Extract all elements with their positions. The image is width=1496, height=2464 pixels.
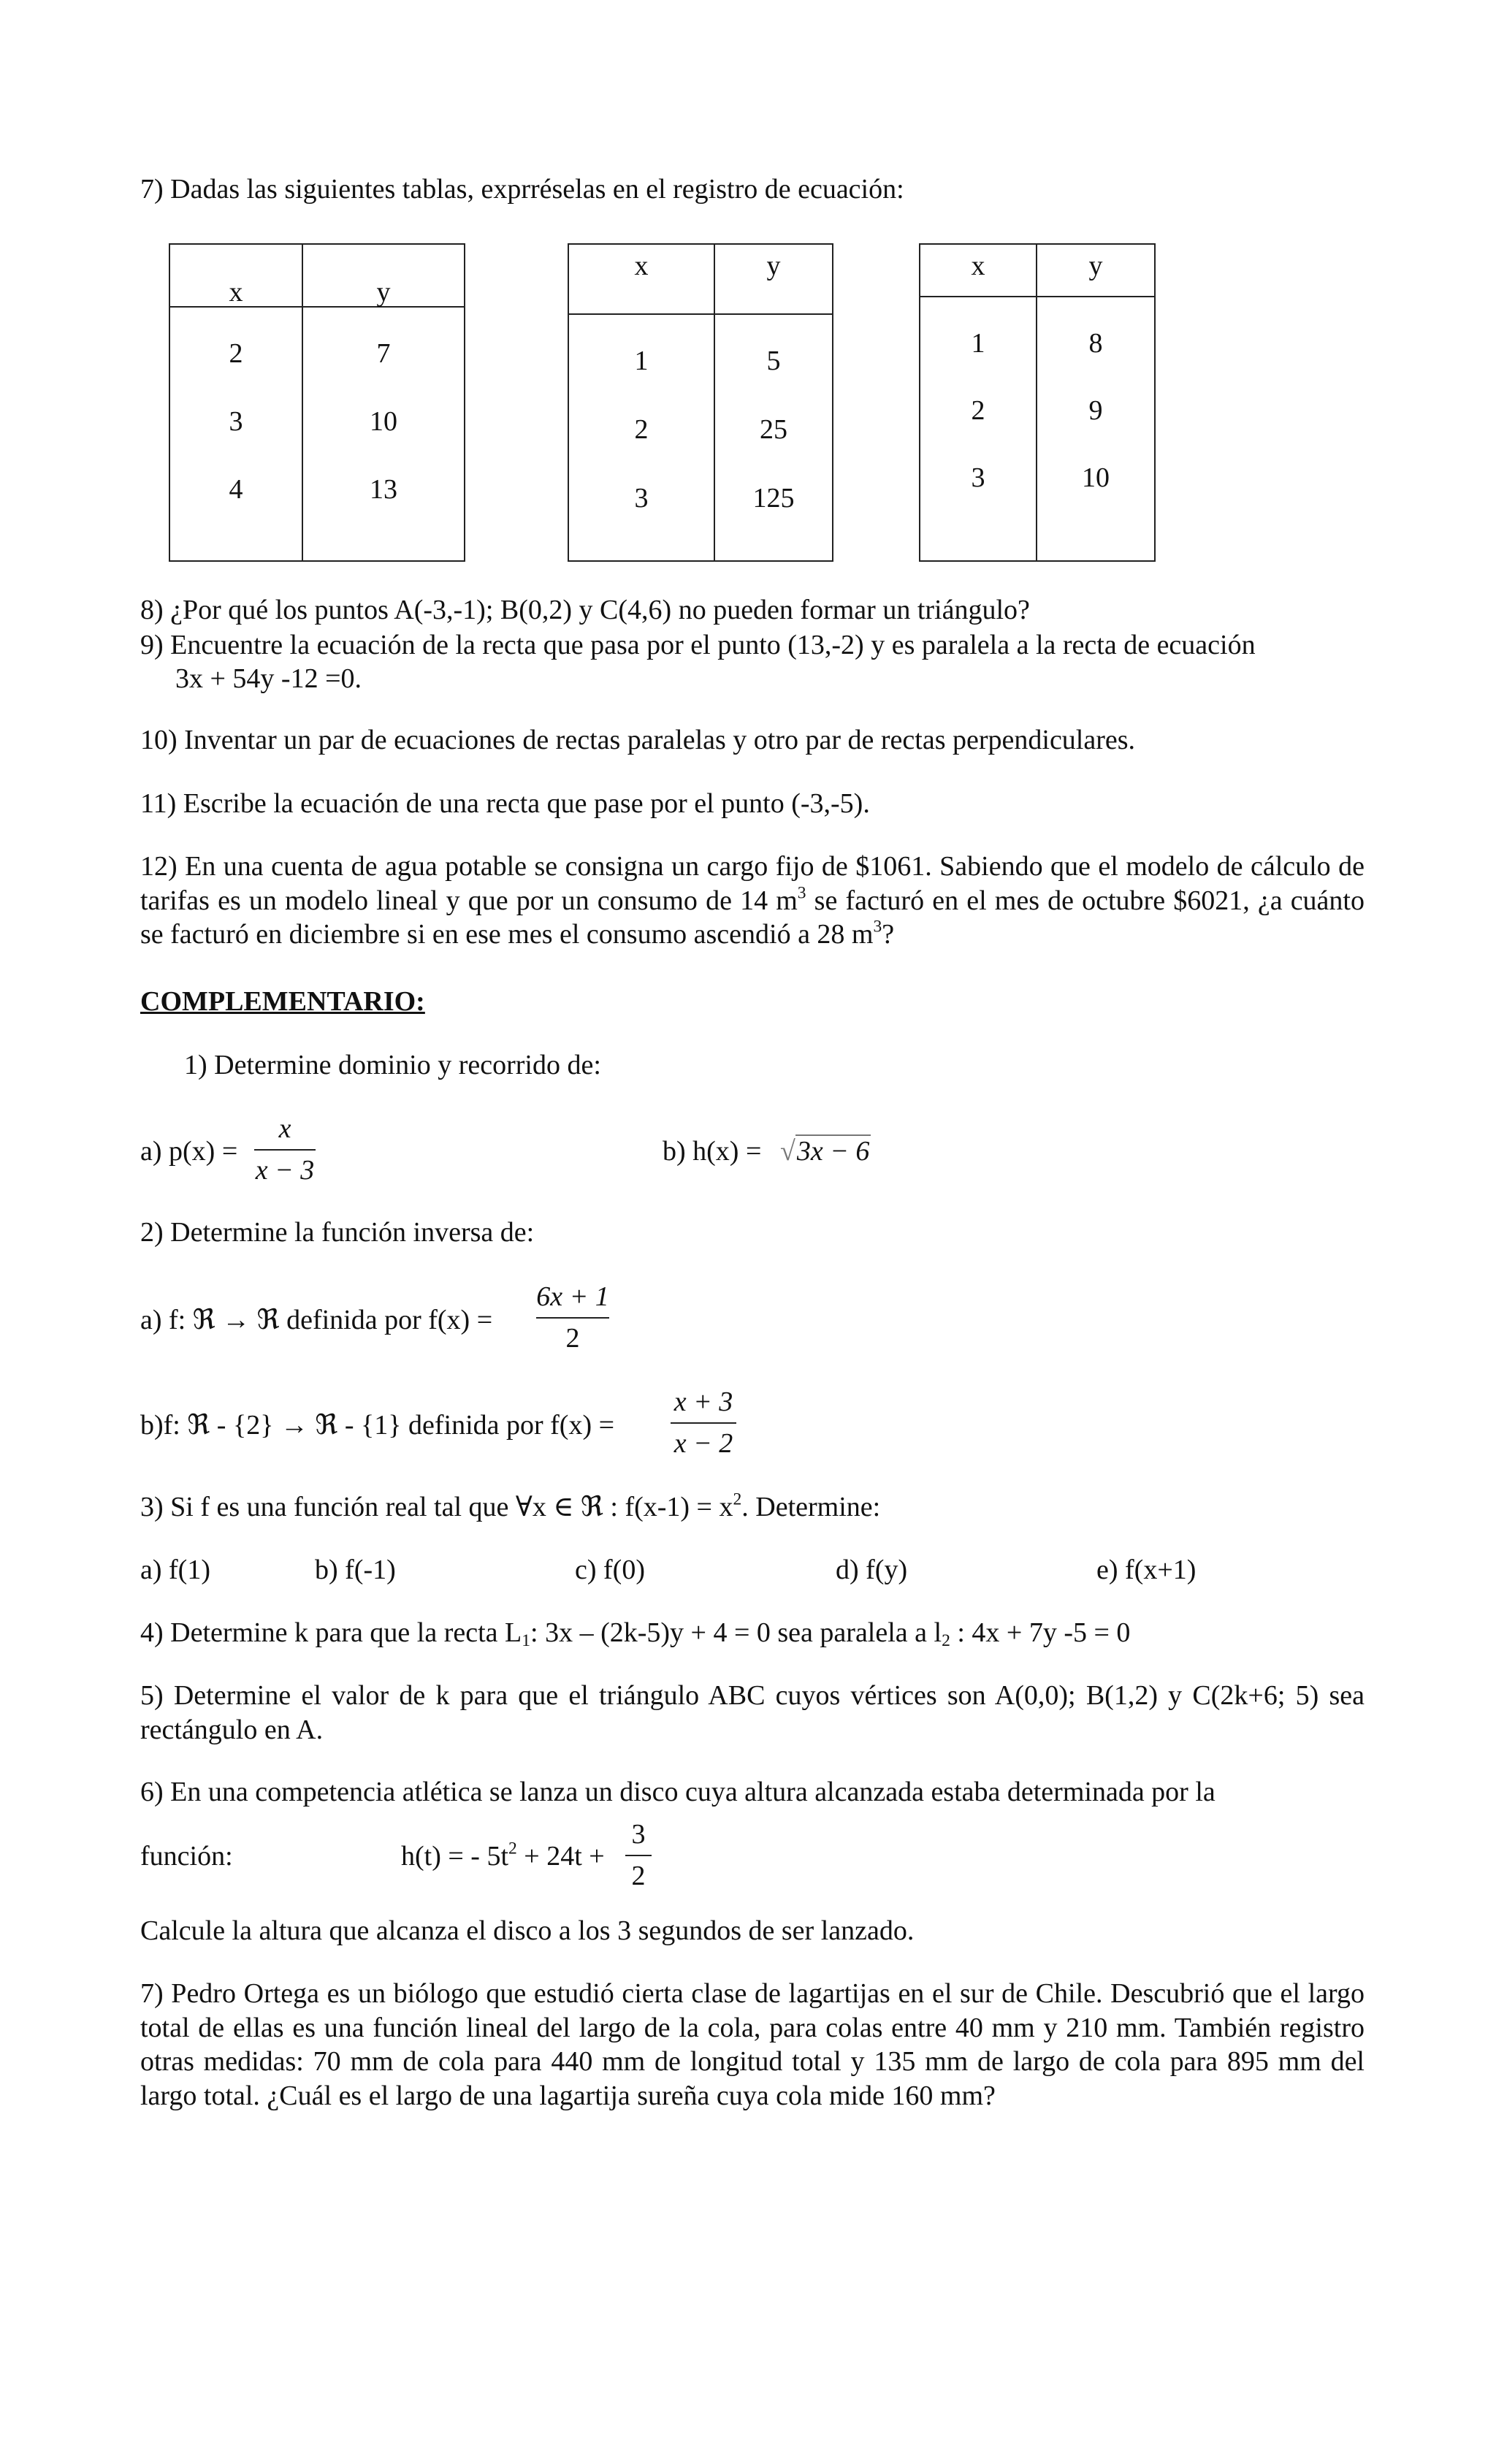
fraction-numerator: x xyxy=(278,1113,291,1144)
table-cell: 7 xyxy=(376,338,391,369)
table-2-header-y: y xyxy=(714,244,833,314)
table-cell: 3 xyxy=(971,462,985,493)
c2-title: 2) Determine la función inversa de: xyxy=(140,1217,535,1248)
c4: 4) Determine k para que la recta $L_1$: 3x – (2k-5)y + 4 = 0 sea paralela a $l_2$ : 4x + 7y -5 = 0 xyxy=(140,1617,1131,1650)
table-1-header-y: y xyxy=(302,244,465,307)
c1-b-label: b) h(x) = xyxy=(663,1136,762,1167)
table-cell: 2 xyxy=(971,395,985,426)
table-cell: 25 xyxy=(760,414,787,445)
table-2-x-values xyxy=(568,314,714,561)
table-cell: 8 xyxy=(1088,328,1103,359)
table-3-header-y: y xyxy=(1037,244,1155,297)
fraction-numerator: x + 3 xyxy=(673,1387,733,1417)
c6-line1: 6) En una competencia atlética se lanza un disco cuya altura alcanzada estaba determinada por la xyxy=(140,1777,1216,1807)
q10: 10) Inventar un par de ecuaciones de rectas paralelas y otro par de rectas perpendiculares. xyxy=(140,725,1136,755)
table-1-x-values xyxy=(169,307,302,561)
table-1 xyxy=(169,243,465,562)
radical-sign: √3x − 6 xyxy=(780,1136,870,1167)
table-3 xyxy=(919,243,1156,562)
c3-item-c: c) f(0) xyxy=(575,1555,645,1585)
q11: 11) Escribe la ecuación de una recta que pase por el punto (-3,-5). xyxy=(140,788,870,819)
table-cell: 9 xyxy=(1088,395,1103,426)
table-cell: 10 xyxy=(370,406,397,437)
table-3-x-values xyxy=(920,297,1037,561)
fraction-denominator: 2 xyxy=(631,1860,646,1891)
c1-a-label: a) p(x) = xyxy=(140,1136,238,1167)
c2-a-label: a) f: ℜ → ℜ definida por f(x) = xyxy=(140,1305,493,1335)
c3-statement: 3) Si f es una función real tal que ∀x ∈ ℜ : $f(x-1) = x^2$. Determine: xyxy=(140,1490,881,1522)
table-1-y-values xyxy=(302,307,465,561)
c2-a-fraction xyxy=(536,1280,609,1355)
q9-line2: 3x + 54y -12 =0. xyxy=(175,663,362,694)
table-cell: 5 xyxy=(766,346,781,376)
table-cell: 1 xyxy=(634,346,649,376)
table-1-header-x: x xyxy=(169,244,302,307)
table-cell: 1 xyxy=(971,328,985,359)
table-cell: 3 xyxy=(634,483,649,514)
c3-item-d: d) f(y) xyxy=(836,1555,908,1585)
c6-label: función: xyxy=(140,1841,233,1872)
c2-b-label: b)f: ℜ - {2} → ℜ - {1} definida por f(x) = xyxy=(140,1410,615,1441)
table-2-y-values xyxy=(714,314,833,561)
c6-after: Calcule la altura que alcanza el disco a los 3 segundos de ser lanzado. xyxy=(140,1915,915,1946)
c5: 5) Determine el valor de k para que el triángulo ABC cuyos vértices son A(0,0); B(1,2) y C(2k+6; 5) sea rectángulo en A. xyxy=(140,1680,1365,1745)
table-cell: 3 xyxy=(229,406,243,437)
fraction-denominator: x − 3 xyxy=(255,1154,315,1186)
c3-item-b: b) f(-1) xyxy=(315,1555,396,1585)
table-cell: 2 xyxy=(229,338,243,369)
fraction-denominator: x − 2 xyxy=(673,1427,733,1459)
c3-item-e: e) f(x+1) xyxy=(1096,1555,1197,1585)
table-cell: 125 xyxy=(752,483,795,514)
table-cell: 13 xyxy=(370,474,397,505)
table-2 xyxy=(568,243,833,562)
table-cell: 10 xyxy=(1082,462,1110,493)
q12: 12) En una cuenta de agua potable se consigna un cargo fijo de $1061. Sabiendo que el modelo de cálculo de tarifas es un modelo lineal y que por un consumo de 14 $m^3$ se facturó en el mes de octubre $6021, ¿a cuánto se facturó en diciembre si en ese mes el consumo ascendió a 28 $m^3$? xyxy=(140,851,1365,950)
q7-prompt: 7) Dadas las siguientes tablas, exprréselas en el registro de ecuación: xyxy=(140,174,904,205)
table-3-header-x: x xyxy=(920,244,1037,297)
c7: 7) Pedro Ortega es un biólogo que estudió cierta clase de lagartijas en el sur de Chile. Descubrió que el largo total de ellas es una función lineal del largo de la cola, para colas entre 40 mm y 210 mm. También registro otras medidas: 70 mm de cola para 440 mm de longitud total y 135 mm de largo de cola para 895 mm del largo total. ¿Cuál es el largo de una lagartija sureña cuya cola mide 160 mm? xyxy=(140,1978,1365,2112)
table-cell: 4 xyxy=(229,474,243,505)
c2-b-fraction xyxy=(671,1385,736,1460)
table-2-header-x: x xyxy=(568,244,714,314)
complementario-heading: COMPLEMENTARIO: xyxy=(140,986,425,1017)
c1-a-fraction xyxy=(254,1112,316,1187)
c6-expression: h(t) = - $5t^2 + 24t$ + xyxy=(401,1839,605,1872)
fraction-numerator: 3 xyxy=(631,1819,646,1850)
table-3-y-values xyxy=(1037,297,1155,561)
c1-title: 1) Determine dominio y recorrido de: xyxy=(184,1050,601,1080)
c3-item-a: a) f(1) xyxy=(140,1555,210,1585)
table-cell: 2 xyxy=(634,414,649,445)
c6-fraction xyxy=(625,1818,652,1893)
fraction-numerator: 6x + 1 xyxy=(536,1281,609,1312)
fraction-denominator: 2 xyxy=(565,1322,580,1354)
q8: 8) ¿Por qué los puntos A(-3,-1); B(0,2) y C(4,6) no pueden formar un triángulo? xyxy=(140,595,1030,625)
q9-line1: 9) Encuentre la ecuación de la recta que pasa por el punto (13,-2) y es paralela a la recta de ecuación xyxy=(140,630,1256,660)
